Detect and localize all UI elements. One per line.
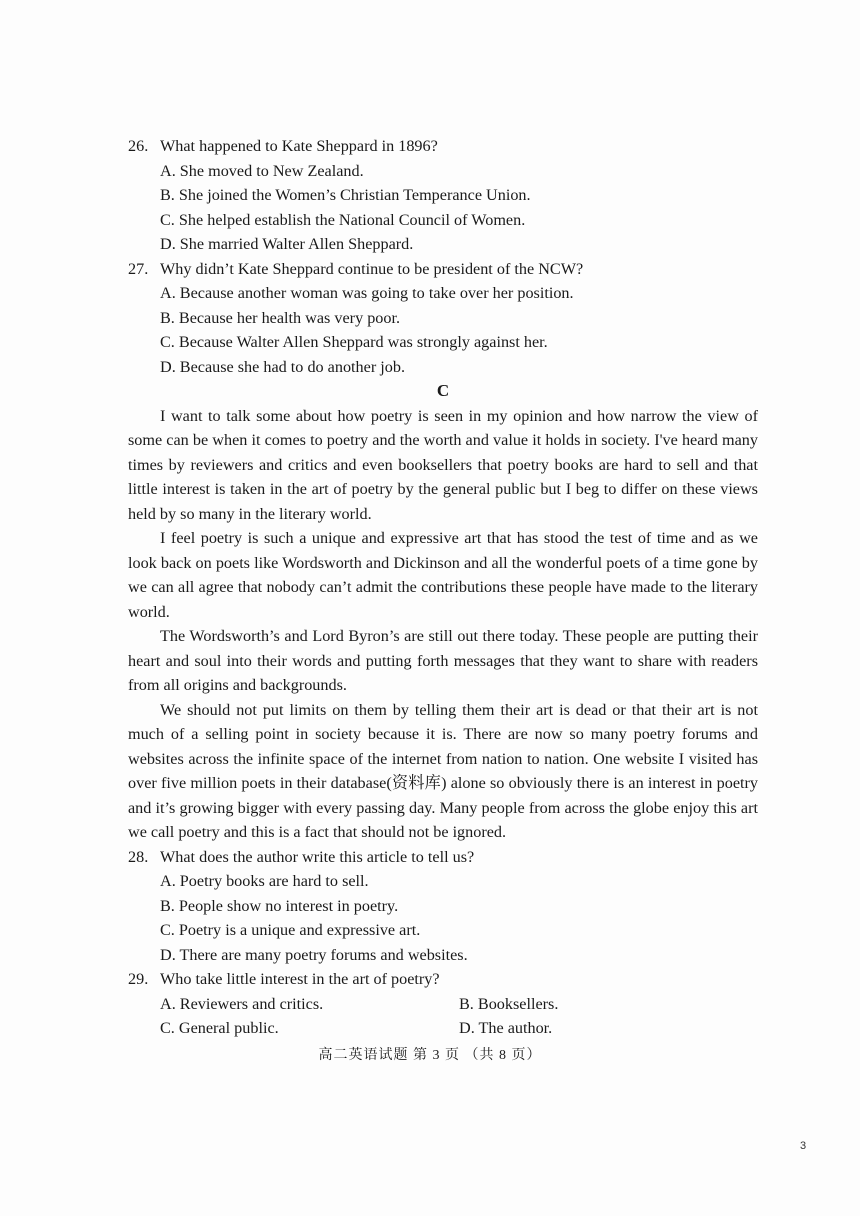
option-c: C. General public.: [160, 1019, 279, 1037]
question-text: Why didn’t Kate Sheppard continue to be president of the NCW?: [160, 259, 584, 278]
option-d: D. There are many poetry forums and websites.: [160, 945, 468, 964]
option-d: D. The author.: [459, 1019, 553, 1037]
page-content: [128, 134, 758, 1041]
question-number: 26.: [128, 137, 149, 155]
passage-c: [128, 404, 758, 845]
question-28: [128, 845, 758, 968]
question-text: What happened to Kate Sheppard in 1896?: [160, 137, 438, 155]
option-c: C. She helped establish the National Council of Women.: [160, 210, 526, 229]
question-number: 28.: [128, 847, 149, 866]
option-a: A. Because another woman was going to take over her position.: [160, 284, 574, 302]
passage-paragraph: We should not put limits on them by telling them their art is dead or that their art is not much of a selling point in society because it is. There are now so many poetry forums and websites across the infinite space of the internet from nation to nation. One website I visited has over five million poets in their database(资料库) alone so obviously there is an interest in poetry and it’s growing bigger with every passing day. Many people from across the globe enjoy this art we call poetry and this is a fact that should not be ignored.: [128, 700, 758, 841]
option-b: B. Booksellers.: [459, 994, 559, 1013]
option-b: B. People show no interest in poetry.: [160, 896, 399, 915]
option-a: A. Reviewers and critics.: [160, 994, 324, 1013]
page-number: 3: [800, 1140, 807, 1152]
question-number: 29.: [128, 970, 149, 988]
passage-paragraph: I feel poetry is such a unique and expressive art that has stood the test of time and as we look back on poets like Wordsworth and Dickinson and all the wonderful poets of a time gone by we can all agree that nobody can’t admit the contributions these people have made to the literary world.: [128, 529, 758, 621]
passage-paragraph: I want to talk some about how poetry is seen in my opinion and how narrow the view of some can be when it comes to poetry and the worth and value it holds in society. I've heard many times by reviewers and critics and even booksellers that poetry books are hard to sell and that little interest is taken in the art of poetry by the general public but I beg to differ on these views held by so many in the literary world.: [128, 406, 758, 523]
page-footer: 高二英语试题 第 3 页 （共 8 页）: [318, 1048, 542, 1063]
option-c: C. Poetry is a unique and expressive art.: [160, 921, 421, 939]
question-text: What does the author write this article to tell us?: [160, 847, 475, 866]
question-29: [128, 967, 758, 1041]
passage-paragraph: The Wordsworth’s and Lord Byron’s are still out there today. These people are putting their heart and soul into their words and putting forth messages that they want to share with readers from all origins and backgrounds.: [128, 627, 758, 694]
option-b: B. Because her health was very poor.: [160, 308, 401, 327]
option-a: A. Poetry books are hard to sell.: [160, 872, 369, 890]
question-26: [128, 134, 758, 257]
section-heading: C: [436, 381, 450, 400]
question-text: Who take little interest in the art of poetry?: [160, 970, 440, 988]
question-27: [128, 257, 758, 380]
option-d: D. She married Walter Allen Sheppard.: [160, 235, 414, 253]
option-a: A. She moved to New Zealand.: [160, 161, 364, 180]
option-c: C. Because Walter Allen Sheppard was strongly against her.: [160, 333, 548, 351]
option-d: D. Because she had to do another job.: [160, 357, 405, 376]
option-b: B. She joined the Women’s Christian Temperance Union.: [160, 186, 531, 204]
question-number: 27.: [128, 259, 149, 278]
